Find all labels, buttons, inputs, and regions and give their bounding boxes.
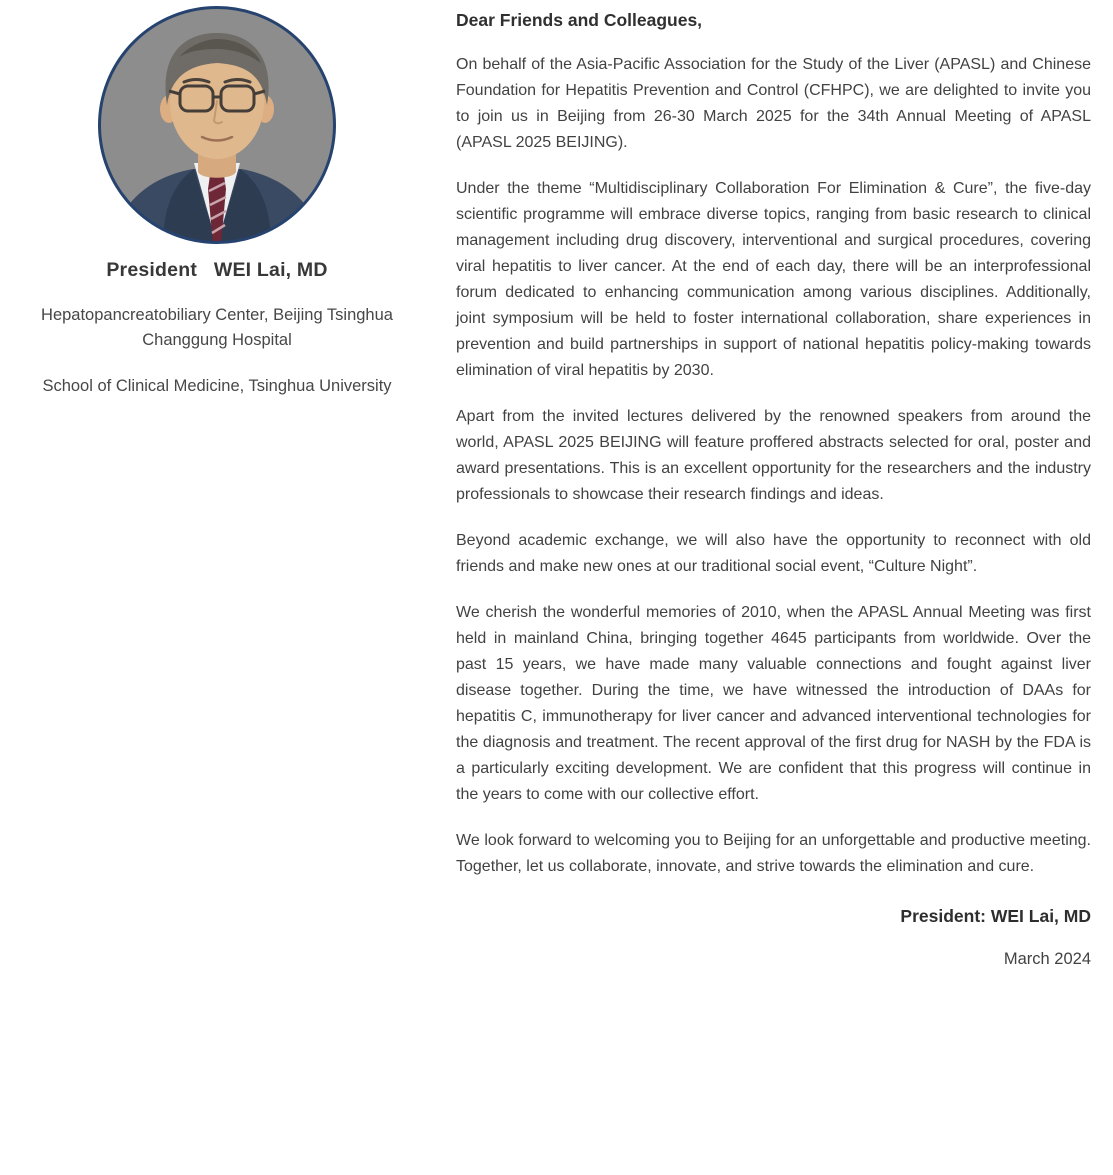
letter-paragraph-2: Under the theme “Multidisciplinary Collaboration For Elimination & Cure”, the five-day scientific programme will embrace diverse topics, ranging from basic research to clinical management including drug discovery, interventional and surgical procedures, covering viral hepatitis to liver cancer. At the end of each day, there will be an interprofessional forum dedicated to enhancing communication among various disciplines. Additionally, joint symposium will be held to foster international collaboration, share experiences in prevention and build partnerships in support of national hepatitis policy-making towards elimination of viral hepatitis by 2030. [456,180,1091,379]
letter-paragraph-1: On behalf of the Asia-Pacific Association for the Study of the Liver (APASL) and Chinese Foundation for Hepatitis Prevention and Control (CFHPC), we are delighted to invite you to join us in Beijing from 26-30 March 2025 for the 34th Annual Meeting of APASL (APASL 2025 BEIJING). [456,56,1091,151]
president-name: President WEI Lai, MD [106,259,328,281]
president-profile-panel [0,0,434,969]
letter-paragraph-5: We cherish the wonderful memories of 2010, when the APASL Annual Meeting was first held in mainland China, bringing together 4645 participants from worldwide. Over the past 15 years, we have made many valuable connections and fought against liver disease together. During the time, we have witnessed the introduction of DAAs for hepatitis C, immunotherapy for liver cancer and advanced interventional technologies for the diagnosis and treatment. The recent approval of the first drug for NASH by the FDA is a particularly exciting development. We are confident that this progress will continue in the years to come with our collective effort. [456,604,1091,803]
letter-signature: President: WEI Lai, MD [900,906,1091,926]
letter-paragraph-3: Apart from the invited lectures delivered by the renowned speakers from around the world, APASL 2025 BEIJING will feature proffered abstracts selected for oral, poster and award presentations. This is an excellent opportunity for the researchers and the industry professionals to showcase their research findings and ideas. [456,408,1091,503]
president-portrait-photo [97,5,337,245]
portrait-image [97,5,337,245]
letter-paragraph-6: We look forward to welcoming you to Beijing for an unforgettable and productive meeting. Together, let us collaborate, innovate, and strive towards the elimination and cure. [456,832,1091,875]
president-affiliation-university: School of Clinical Medicine, Tsinghua University [42,377,392,395]
letter-date: March 2024 [1003,950,1091,968]
letter-salutation: Dear Friends and Colleagues, [456,10,703,30]
letter-body [434,0,1113,969]
letter-paragraph-4: Beyond academic exchange, we will also have the opportunity to reconnect with old friends and make new ones at our traditional social event, “Culture Night”. [456,532,1091,575]
president-affiliation-hospital: Hepatopancreatobiliary Center, Beijing Tsinghua Changgung Hospital [41,306,393,349]
